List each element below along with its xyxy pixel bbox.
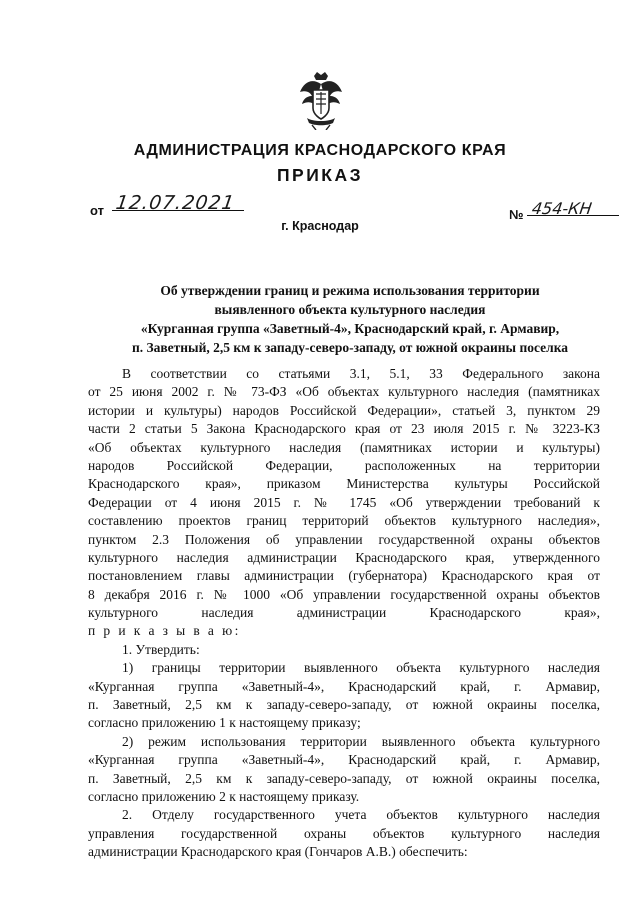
body-line: управления государственной охраны объектов культурного наследия bbox=[88, 825, 600, 841]
document-type: ПРИКАЗ bbox=[276, 165, 364, 185]
title-line: Об утверждении границ и режима использования территории bbox=[160, 283, 540, 298]
organization-name: АДМИНИСТРАЦИЯ КРАСНОДАРСКОГО КРАЯ bbox=[133, 142, 507, 159]
body-line: истории и культуры) народов Российской Федерации», статьей 3, пунктом 29 bbox=[88, 402, 600, 418]
number-prefix: № bbox=[509, 207, 524, 222]
body-line: 1. Утвердить: bbox=[122, 641, 200, 657]
title-line: выявленного объекта культурного наследия bbox=[214, 302, 486, 317]
body-line: администрации Краснодарского края (Гончаров А.В.) обеспечить: bbox=[88, 844, 468, 860]
handwritten-number: 454-КН bbox=[530, 199, 594, 218]
number-underline bbox=[527, 215, 619, 216]
body-line: «Об объектах культурного наследия (памятниках истории и культуры) bbox=[88, 439, 600, 455]
body-line: составлению проектов границ территорий объектов культурного наследия», bbox=[88, 513, 600, 529]
coat-of-arms-icon bbox=[298, 70, 344, 130]
body-line: 8 декабря 2016 г. № 1000 «Об управлении государственной охраны объектов bbox=[88, 586, 600, 602]
body-line: постановлением главы администрации (губернатора) Краснодарского края от bbox=[88, 568, 600, 584]
document-body bbox=[88, 365, 600, 862]
body-line: согласно приложению 2 к настоящему приказу. bbox=[88, 788, 360, 804]
city-name: г. Краснодар bbox=[281, 219, 359, 233]
body-line: культурного наследия администрации Краснодарского края», bbox=[88, 605, 600, 621]
title-line: п. Заветный, 2,5 км к западу-северо-западу, от южной окраины поселка bbox=[131, 340, 569, 355]
document-title bbox=[90, 281, 610, 357]
body-line: 2. Отделу государственного учета объектов культурного наследия bbox=[122, 807, 600, 823]
handwritten-date: 12.07.2021 bbox=[114, 192, 237, 214]
date-prefix: от bbox=[90, 203, 104, 218]
title-line: «Курганная группа «Заветный-4», Краснодарский край, г. Армавир, bbox=[140, 321, 560, 336]
body-line: В соответствии со статьями 3.1, 5.1, 33 Федерального закона bbox=[122, 366, 600, 381]
body-line: части 2 статьи 5 Закона Краснодарского края от 23 июля 2015 г. № 3223-КЗ bbox=[88, 421, 600, 437]
body-line: народов Российской Федерации, расположенных на территории bbox=[88, 457, 600, 473]
body-line: от 25 июня 2002 г. № 73-ФЗ «Об объектах культурного наследия (памятниках bbox=[88, 384, 600, 400]
date-underline bbox=[112, 210, 244, 211]
body-line: Краснодарского края», приказом Министерства культуры Российской bbox=[88, 476, 600, 492]
body-line: п. Заветный, 2,5 км к западу-северо-западу, от южной окраины поселка, bbox=[88, 697, 600, 713]
body-line: «Курганная группа «Заветный-4», Краснодарский край, г. Армавир, bbox=[88, 678, 600, 694]
body-line: «Курганная группа «Заветный-4», Краснодарский край, г. Армавир, bbox=[88, 752, 600, 768]
body-line: культурного наследия администрации Краснодарского края, утвержденного bbox=[88, 549, 600, 565]
body-line: 1) границы территории выявленного объекта культурного наследия bbox=[122, 660, 600, 676]
body-line: п. Заветный, 2,5 км к западу-северо-западу, от южной окраины поселка, bbox=[88, 770, 600, 786]
body-line: пунктом 2.3 Положения об управлении государственной охраны объектов bbox=[88, 531, 600, 547]
body-line-decree: п р и к а з ы в а ю: bbox=[88, 623, 241, 639]
body-line: согласно приложению 1 к настоящему приказу; bbox=[88, 715, 361, 731]
body-line: Федерации от 4 июня 2015 г. № 1745 «Об утверждении требований к bbox=[88, 494, 600, 510]
body-line: 2) режим использования территории выявленного объекта культурного bbox=[122, 733, 600, 749]
